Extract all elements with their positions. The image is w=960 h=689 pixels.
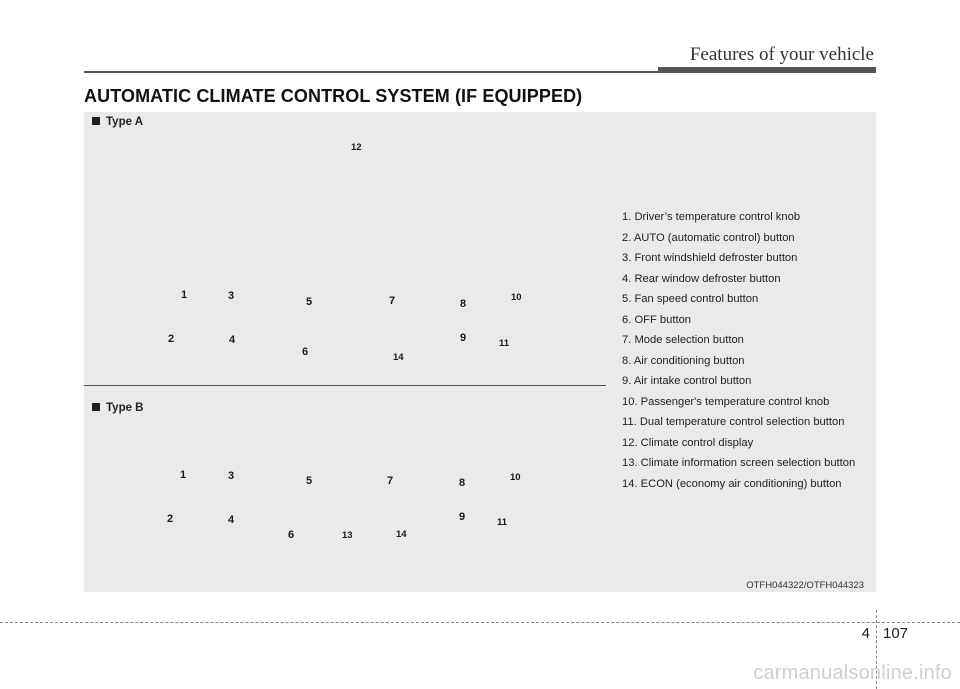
callout-2: 2 — [167, 513, 174, 525]
page-title: AUTOMATIC CLIMATE CONTROL SYSTEM (IF EQUIPPED) — [84, 86, 583, 106]
legend-item: 3. Front windshield defroster button — [622, 252, 798, 264]
square-bullet-icon — [92, 117, 100, 125]
callout-3: 3 — [228, 470, 235, 482]
footer-rule — [0, 622, 960, 623]
callout-6: 6 — [288, 529, 295, 541]
page-number: 107 — [883, 625, 909, 642]
header-rule — [84, 71, 658, 73]
type-a-label-text: Type A — [106, 116, 144, 128]
square-bullet-icon — [92, 403, 100, 411]
legend-item: 10. Passenger's temperature control knob — [622, 395, 830, 408]
header-rule-accent — [658, 67, 876, 73]
callout-5: 5 — [306, 475, 313, 487]
callout-2: 2 — [168, 333, 175, 345]
callout-7: 7 — [387, 475, 394, 487]
legend-item: 5. Fan speed control button — [622, 293, 759, 305]
callout-5: 5 — [306, 296, 313, 308]
figure-divider — [84, 385, 606, 386]
callout-1: 1 — [180, 469, 187, 481]
callout-12: 12 — [351, 142, 362, 153]
legend-item: 2. AUTO (automatic control) button — [622, 231, 795, 244]
legend-item: 13. Climate information screen selection button — [622, 457, 856, 469]
callout-10: 10 — [511, 292, 522, 303]
legend-item: 7. Mode selection button — [622, 334, 744, 346]
legend-item: 8. Air conditioning button — [622, 354, 745, 367]
legend-item: 4. Rear window defroster button — [622, 272, 781, 285]
callout-9: 9 — [460, 332, 467, 344]
legend-item: 9. Air intake control button — [622, 375, 752, 387]
image-code: OTFH044322/OTFH044323 — [746, 580, 864, 591]
legend-item: 11. Dual temperature control selection button — [622, 416, 845, 428]
callout-14: 14 — [393, 352, 404, 363]
callout-8: 8 — [459, 477, 466, 489]
callout-7: 7 — [389, 295, 396, 307]
callout-4: 4 — [229, 334, 236, 346]
legend-item: 6. OFF button — [622, 313, 692, 326]
callout-14: 14 — [396, 529, 407, 540]
callout-4: 4 — [228, 514, 235, 526]
legend-item: 14. ECON (economy air conditioning) button — [622, 477, 842, 490]
chapter-number: 4 — [861, 625, 870, 642]
type-b-label-text: Type B — [106, 402, 144, 414]
type-a-label — [92, 116, 143, 128]
legend-item: 12. Climate control display — [622, 436, 754, 449]
callout-1: 1 — [181, 289, 188, 301]
type-b-label — [92, 402, 144, 414]
callout-6: 6 — [302, 346, 309, 358]
watermark: carmanualsonline.info — [753, 662, 952, 684]
callout-legend — [622, 210, 878, 497]
callout-10: 10 — [510, 472, 521, 483]
callout-8: 8 — [460, 298, 467, 310]
legend-item: 1. Driver’s temperature control knob — [622, 211, 801, 223]
callout-13: 13 — [342, 530, 353, 541]
callout-11: 11 — [499, 338, 510, 349]
callout-11: 11 — [497, 517, 508, 528]
callout-3: 3 — [228, 290, 235, 302]
section-header: Features of your vehicle — [689, 44, 874, 65]
callout-9: 9 — [459, 511, 466, 523]
